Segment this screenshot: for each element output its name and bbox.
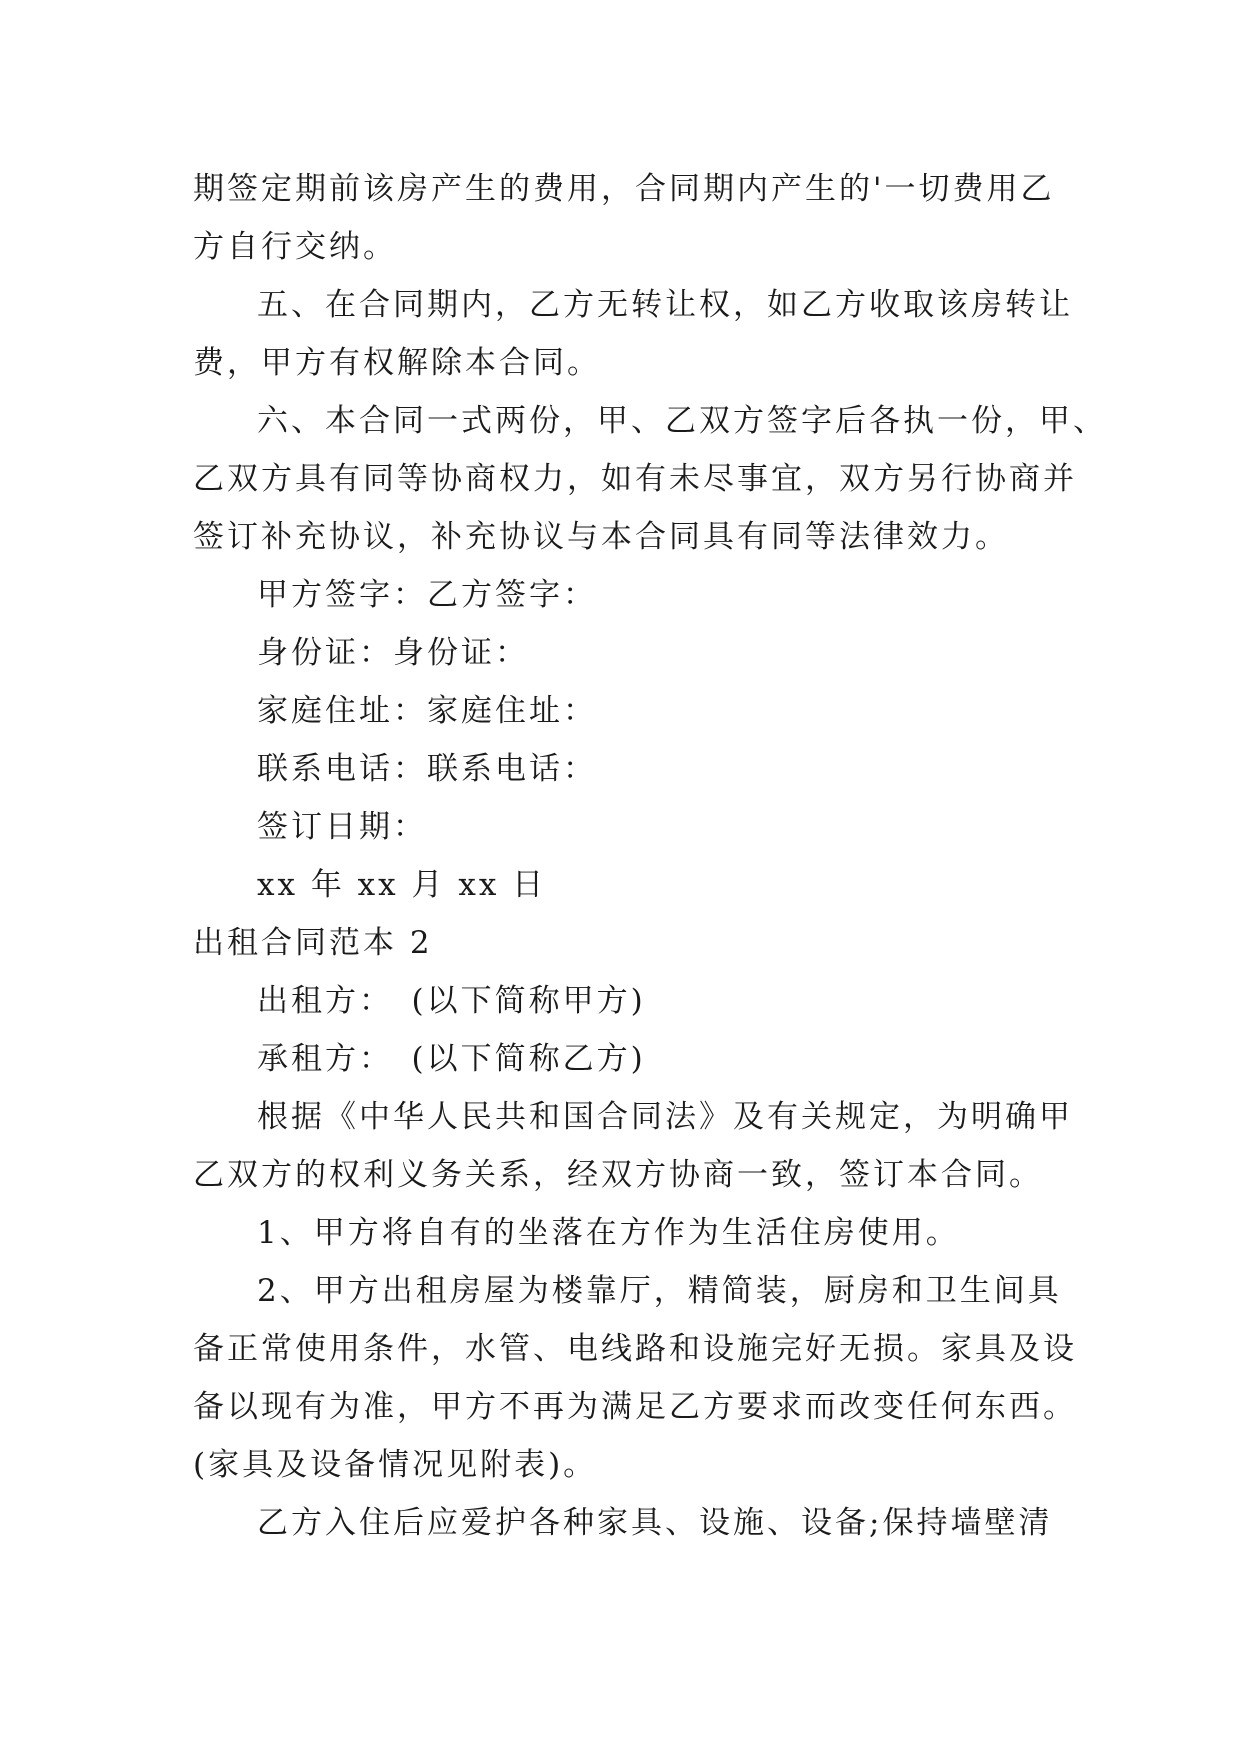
text-line: 六、本合同一式两份，甲、乙双方签字后各执一份，甲、 (257, 403, 1107, 439)
text-line: 联系电话：联系电话： (257, 751, 597, 787)
text-line: 承租方： (以下简称乙方) (257, 1041, 646, 1077)
text-line: 2、甲方出租房屋为楼靠厅，精简装，厨房和卫生间具 (257, 1273, 1062, 1309)
text-line: 根据《中华人民共和国合同法》及有关规定，为明确甲 (257, 1099, 1073, 1135)
text-line: 出租方： (以下简称甲方) (257, 983, 646, 1019)
text-line: xx 年 xx 月 xx 日 (257, 867, 547, 903)
text-line: 1、甲方将自有的坐落在方作为生活住房使用。 (257, 1215, 960, 1251)
text-line: 甲方签字：乙方签字： (257, 577, 597, 613)
text-line: 签订日期： (257, 809, 427, 845)
contract-text (193, 160, 1107, 1552)
text-line: 五、在合同期内，乙方无转让权，如乙方收取该房转让 (257, 287, 1073, 323)
text-line: 期签定期前该房产生的费用，合同期内产生的'一切费用乙 (193, 171, 1055, 207)
text-line: 备正常使用条件，水管、电线路和设施完好无损。家具及设 (193, 1331, 1077, 1367)
text-line: 乙方入住后应爱护各种家具、设施、设备;保持墙壁清 (257, 1505, 1053, 1541)
text-line: 乙双方具有同等协商权力，如有未尽事宜，双方另行协商并 (193, 461, 1077, 497)
text-line: 身份证：身份证： (257, 635, 529, 671)
text-line: 方自行交纳。 (193, 229, 397, 265)
text-line: 费，甲方有权解除本合同。 (193, 345, 601, 381)
text-line: 签订补充协议，补充协议与本合同具有同等法律效力。 (193, 519, 1009, 555)
text-line: 出租合同范本 2 (193, 925, 433, 961)
text-line: 家庭住址：家庭住址： (257, 693, 597, 729)
text-line: 乙双方的权利义务关系，经双方协商一致，签订本合同。 (193, 1157, 1043, 1193)
text-line: (家具及设备情况见附表)。 (193, 1447, 598, 1483)
text-line: 备以现有为准，甲方不再为满足乙方要求而改变任何东西。 (193, 1389, 1077, 1425)
